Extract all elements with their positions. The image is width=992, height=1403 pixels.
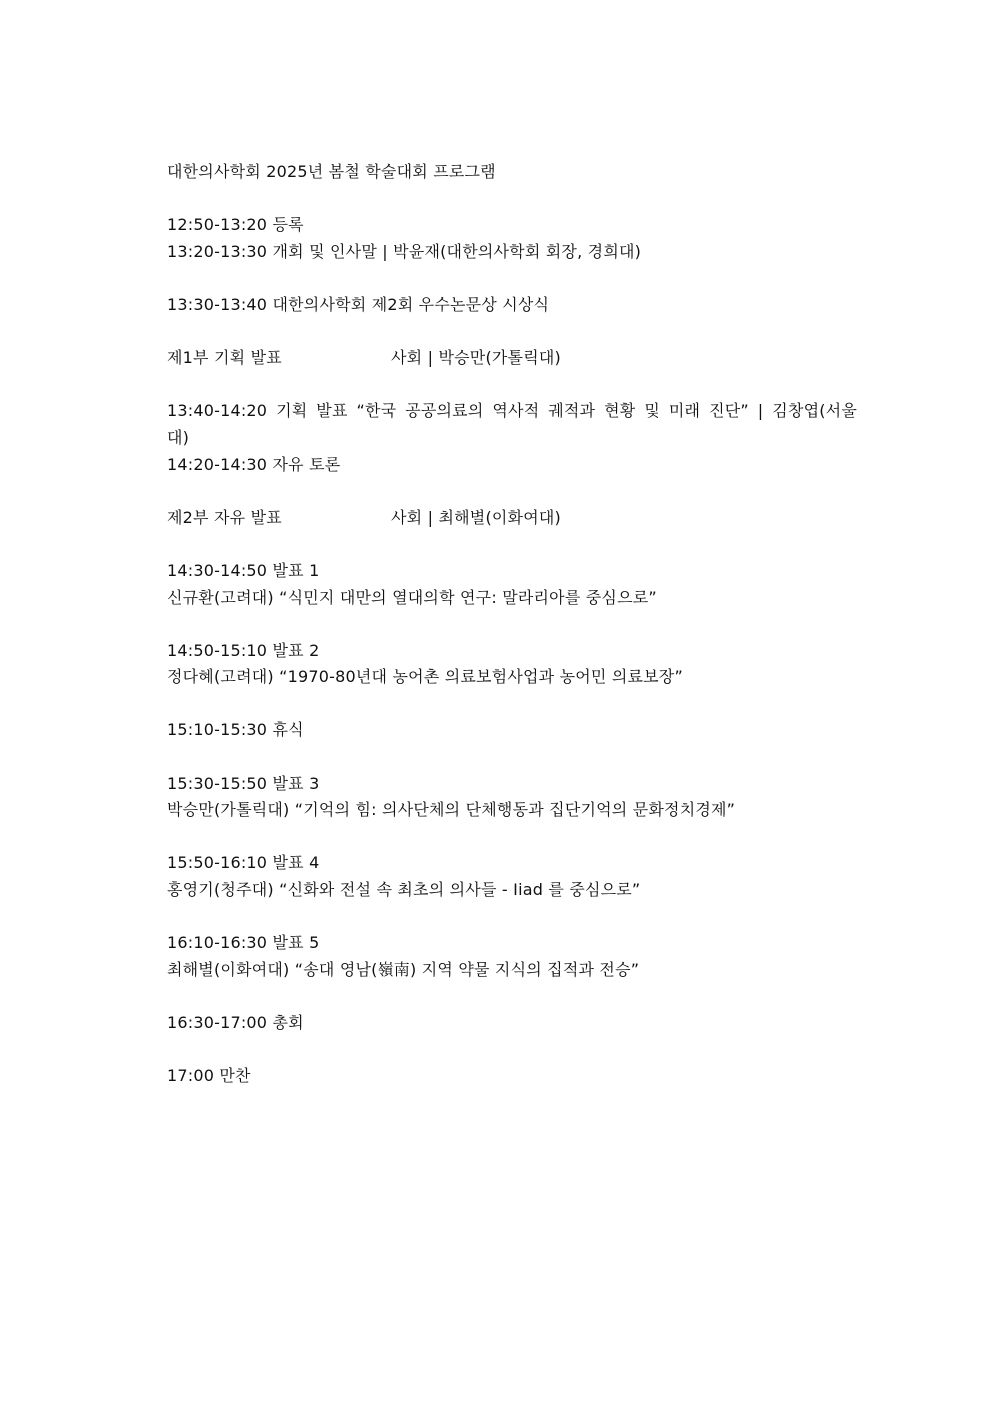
spacer	[167, 824, 857, 851]
schedule-break: 15:10-15:30 휴식	[167, 720, 304, 740]
part1-discussion: 14:20-14:30 자유 토론	[167, 454, 341, 474]
spacer	[167, 319, 857, 346]
presentation-5-detail: 최해별(이화여대) “송대 영남(嶺南) 지역 약물 지식의 집적과 전승”	[167, 959, 640, 979]
schedule-general-meeting: 16:30-17:00 총회	[167, 1013, 304, 1032]
schedule-dinner: 17:00 만찬	[167, 1066, 251, 1086]
part1-moderator: 사회 | 박승만(가톨릭대)	[391, 348, 561, 368]
part1-keynote: 13:40-14:20 기획 발표 “한국 공공의료의 역사적 궤적과 현황 및 미래 진단” | 김창엽(서울대)	[167, 401, 857, 447]
presentation-4-detail: 홍영기(청주대) “신화와 전설 속 최초의 의사들 - Iiad 를 중심으로”	[167, 880, 641, 900]
program-document	[167, 159, 857, 1090]
presentation-1-detail: 신규환(고려대) “식민지 대만의 열대의학 연구: 말라리아를 중심으로”	[167, 587, 657, 607]
presentation-1-time: 14:30-14:50 발표 1	[167, 560, 320, 580]
spacer	[167, 904, 857, 931]
spacer	[167, 372, 857, 399]
spacer	[167, 611, 857, 638]
document-title: 대한의사학회 2025년 봄철 학술대회 프로그램	[167, 162, 496, 181]
presentation-3-detail: 박승만(가톨릭대) “기억의 힘: 의사단체의 단체행동과 집단기억의 문화정치경제”	[167, 800, 736, 820]
spacer	[167, 744, 857, 771]
part2-moderator: 사회 | 최해별(이화여대)	[391, 507, 561, 527]
part2-title: 제2부 자유 발표	[167, 507, 282, 527]
spacer	[167, 1037, 857, 1064]
schedule-registration: 12:50-13:20 등록	[167, 215, 304, 235]
part2-header	[167, 505, 857, 532]
presentation-2-time: 14:50-15:10 발표 2	[167, 640, 320, 660]
schedule-opening: 13:20-13:30 개회 및 인사말 | 박윤재(대한의사학회 회장, 경희대)	[167, 241, 642, 261]
presentation-5-time: 16:10-16:30 발표 5	[167, 933, 320, 953]
part1-title: 제1부 기획 발표	[167, 348, 282, 368]
presentation-2-detail: 정다혜(고려대) “1970-80년대 농어촌 의료보험사업과 농어민 의료보장”	[167, 667, 683, 687]
presentation-4-time: 15:50-16:10 발표 4	[167, 853, 320, 873]
spacer	[167, 265, 857, 292]
presentation-3-time: 15:30-15:50 발표 3	[167, 773, 320, 793]
spacer	[167, 531, 857, 558]
part1-header	[167, 345, 857, 372]
spacer	[167, 478, 857, 505]
spacer	[167, 983, 857, 1010]
schedule-award: 13:30-13:40 대한의사학회 제2회 우수논문상 시상식	[167, 294, 550, 314]
spacer	[167, 691, 857, 718]
spacer	[167, 186, 857, 213]
